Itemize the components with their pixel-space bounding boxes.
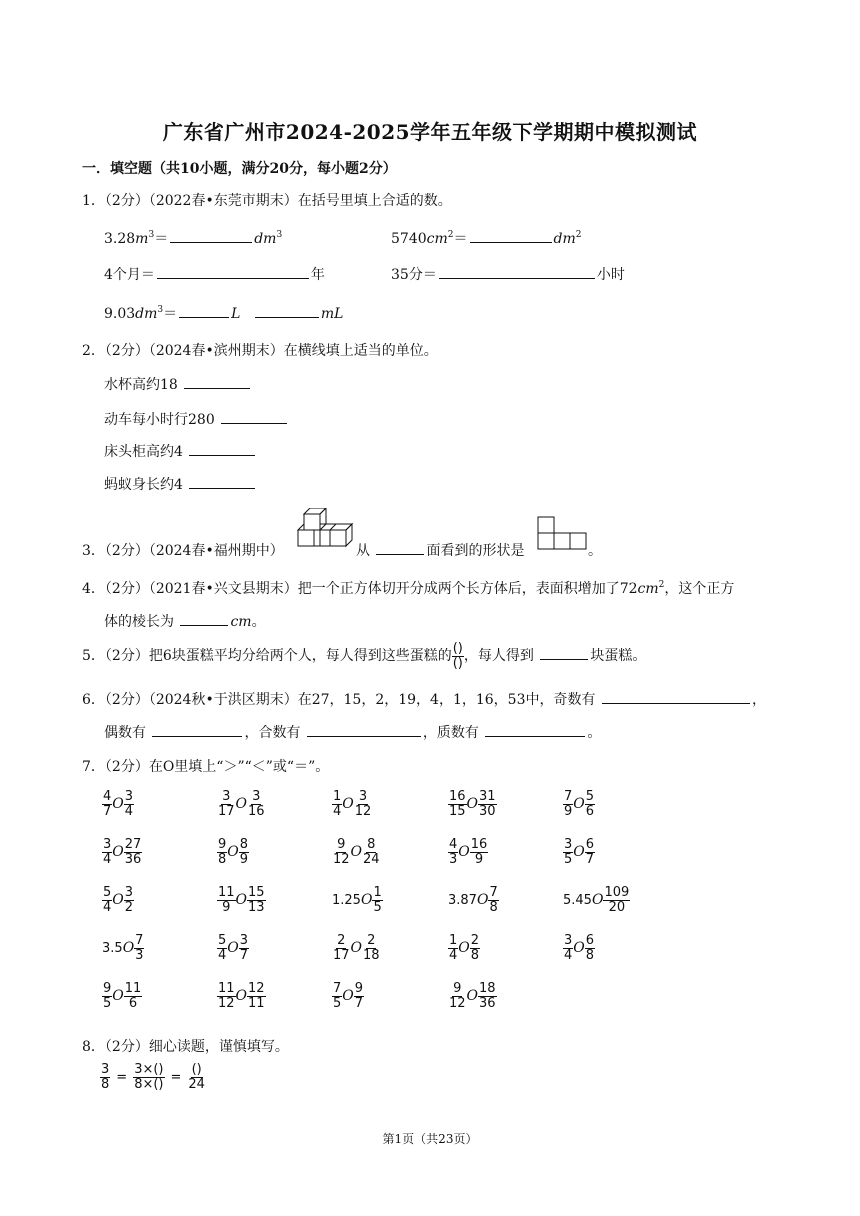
answer-blank[interactable] bbox=[439, 264, 595, 279]
fraction-blank[interactable]: $\frac{3\times()}{8\times()}$ bbox=[134, 1062, 164, 1092]
fraction-blank[interactable]: $\frac{()}{24}$ bbox=[188, 1062, 205, 1092]
q7-heading: 7．（2分）在O里填上“＞”“＜”或“＝”。 bbox=[82, 759, 330, 775]
comparison-circle[interactable]: O bbox=[350, 940, 363, 957]
comparison-item: $\frac{11}{9}$ O $\frac{15}{13}$ bbox=[218, 885, 265, 915]
comparison-item: $\frac{9}{12}$ O $\frac{8}{24}$ bbox=[333, 837, 380, 867]
comparison-circle[interactable]: O bbox=[466, 988, 479, 1005]
cube-stack-figure bbox=[296, 508, 354, 550]
comparison-item: $\frac{3}{5}$ O $\frac{6}{7}$ bbox=[564, 837, 595, 867]
comparison-circle[interactable]: O bbox=[466, 796, 479, 813]
answer-blank[interactable] bbox=[255, 303, 319, 318]
answer-blank[interactable] bbox=[602, 689, 750, 704]
comparison-circle[interactable]: O bbox=[235, 892, 248, 909]
comparison-circle[interactable]: O bbox=[458, 940, 470, 957]
comparison-circle[interactable]: O bbox=[227, 844, 239, 861]
q2-item: 水杯高约18 bbox=[104, 374, 252, 394]
comparison-circle[interactable]: O bbox=[112, 988, 124, 1005]
answer-blank[interactable] bbox=[179, 303, 229, 318]
comparison-item: $\frac{9}{12}$ O $\frac{18}{36}$ bbox=[449, 981, 496, 1011]
answer-blank[interactable] bbox=[470, 228, 552, 243]
q2-item: 床头柜高约4 bbox=[104, 441, 257, 461]
comparison-item: $\frac{5}{4}$ O $\frac{3}{2}$ bbox=[103, 885, 134, 915]
comparison-item: $\frac{9}{8}$ O $\frac{8}{9}$ bbox=[218, 837, 249, 867]
q5-line: 5．（2分）把6块蛋糕平均分给两个人，每人得到这些蛋糕的 $\frac{()}{()}$ ，每人得到 块蛋糕。 bbox=[82, 641, 647, 671]
comparison-circle[interactable]: O bbox=[591, 892, 604, 909]
comparison-circle[interactable]: O bbox=[122, 940, 135, 957]
comparison-circle[interactable]: O bbox=[573, 796, 585, 813]
answer-blank[interactable] bbox=[307, 722, 421, 737]
comparison-circle[interactable]: O bbox=[360, 892, 373, 909]
comparison-item: 5.45 O $\frac{109}{20}$ bbox=[563, 885, 630, 915]
q3-end: 。 bbox=[588, 543, 602, 559]
comparison-item: 3.5 O $\frac{7}{3}$ bbox=[102, 933, 144, 963]
q4-line2: 体的棱长为 cm。 bbox=[104, 611, 266, 631]
answer-blank[interactable] bbox=[221, 409, 287, 424]
q2-item: 蚂蚁身长约4 bbox=[104, 474, 257, 494]
page-title: 广东省广州市2024-2025学年五年级下学期期中模拟测试 bbox=[162, 120, 698, 144]
comparison-item: $\frac{3}{4}$ O $\frac{27}{36}$ bbox=[103, 837, 142, 867]
comparison-circle[interactable]: O bbox=[235, 796, 248, 813]
comparison-item: $\frac{1}{4}$ O $\frac{3}{12}$ bbox=[333, 789, 372, 819]
answer-blank[interactable] bbox=[540, 645, 588, 660]
answer-blank[interactable] bbox=[189, 441, 255, 456]
comparison-circle[interactable]: O bbox=[342, 988, 354, 1005]
answer-blank[interactable] bbox=[152, 722, 242, 737]
q3-prefix: 3．（2分）（2024春•福州期中） bbox=[82, 543, 284, 559]
comparison-item: $\frac{4}{7}$ O $\frac{3}{4}$ bbox=[103, 789, 134, 819]
comparison-circle[interactable]: O bbox=[342, 796, 354, 813]
comparison-item: $\frac{2}{17}$ O $\frac{2}{18}$ bbox=[333, 933, 380, 963]
q2-heading: 2．（2分）（2024春•滨州期末）在横线填上适当的单位。 bbox=[82, 343, 438, 359]
answer-blank[interactable] bbox=[180, 611, 228, 626]
q1-item-e: $9.03dm^3= L$ mL bbox=[104, 305, 344, 322]
q1-heading: 1．（2分）（2022春•东莞市期末）在括号里填上合适的数。 bbox=[82, 193, 452, 209]
q2-item: 动车每小时行280 bbox=[104, 409, 289, 429]
q1-item-a: $3.28m^3= dm^3$ bbox=[104, 230, 283, 247]
answer-blank[interactable] bbox=[485, 722, 585, 737]
q4-line1: 4．（2分）（2021春•兴文县期末）把一个正方体切开分成两个长方体后，表面积增加了$72cm^2$，这个正方 bbox=[82, 580, 735, 597]
fraction-blank[interactable]: $\frac{()}{()}$ bbox=[452, 641, 463, 671]
answer-blank[interactable] bbox=[184, 374, 250, 389]
comparison-item: $\frac{16}{15}$ O $\frac{31}{30}$ bbox=[449, 789, 496, 819]
comparison-item: $\frac{11}{12}$ O $\frac{12}{11}$ bbox=[218, 981, 265, 1011]
q8-heading: 8．（2分）细心读题，谨慎填写。 bbox=[82, 1039, 289, 1055]
comparison-circle[interactable]: O bbox=[458, 844, 470, 861]
comparison-circle[interactable]: O bbox=[476, 892, 489, 909]
comparison-item: $\frac{3}{4}$ O $\frac{6}{8}$ bbox=[564, 933, 595, 963]
comparison-item: $\frac{1}{4}$ O $\frac{2}{8}$ bbox=[449, 933, 480, 963]
comparison-circle[interactable]: O bbox=[573, 940, 585, 957]
comparison-circle[interactable]: O bbox=[112, 796, 124, 813]
comparison-item: $\frac{9}{5}$ O $\frac{11}{6}$ bbox=[103, 981, 142, 1011]
comparison-circle[interactable]: O bbox=[112, 844, 124, 861]
view-shape-figure bbox=[537, 516, 587, 550]
comparison-circle[interactable]: O bbox=[112, 892, 124, 909]
q1-item-d: 35分＝ 小时 bbox=[391, 264, 625, 284]
comparison-item: 3.87 O $\frac{7}{8}$ bbox=[448, 885, 498, 915]
comparison-circle[interactable]: O bbox=[350, 844, 363, 861]
page-footer: 第1页（共23页） bbox=[382, 1132, 478, 1146]
answer-blank[interactable] bbox=[170, 228, 252, 243]
q6-line2: 偶数有 ，合数有 ，质数有 。 bbox=[104, 722, 601, 742]
answer-blank[interactable] bbox=[157, 264, 309, 279]
answer-blank[interactable] bbox=[189, 474, 255, 489]
comparison-item: $\frac{5}{4}$ O $\frac{3}{7}$ bbox=[218, 933, 249, 963]
q6-line1: 6．（2分）（2024秋•于洪区期末）在27，15，2，19，4，1，16，53中，奇数有 ， bbox=[82, 689, 766, 709]
comparison-item: $\frac{4}{3}$ O $\frac{16}{9}$ bbox=[449, 837, 488, 867]
section-heading: 一．填空题（共10小题，满分20分，每小题2分） bbox=[82, 161, 397, 177]
comparison-circle[interactable]: O bbox=[227, 940, 239, 957]
q1-item-b: $5740cm^2= dm^2$ bbox=[391, 230, 582, 247]
comparison-item: 1.25 O $\frac{1}{5}$ bbox=[332, 885, 382, 915]
comparison-item: $\frac{3}{17}$ O $\frac{3}{16}$ bbox=[218, 789, 265, 819]
q8-equation: $\frac{3}{8}$ = $\frac{3\times()}{8\times()}$ = $\frac{()}{24}$ bbox=[101, 1062, 205, 1092]
comparison-item: $\frac{7}{9}$ O $\frac{5}{6}$ bbox=[564, 789, 595, 819]
answer-blank[interactable] bbox=[376, 540, 424, 555]
q1-item-c: 4个月＝ 年 bbox=[104, 264, 325, 284]
comparison-circle[interactable]: O bbox=[235, 988, 248, 1005]
q3-mid: 从 面看到的形状是 bbox=[356, 540, 524, 560]
comparison-circle[interactable]: O bbox=[573, 844, 585, 861]
comparison-item: $\frac{7}{5}$ O $\frac{9}{7}$ bbox=[333, 981, 364, 1011]
